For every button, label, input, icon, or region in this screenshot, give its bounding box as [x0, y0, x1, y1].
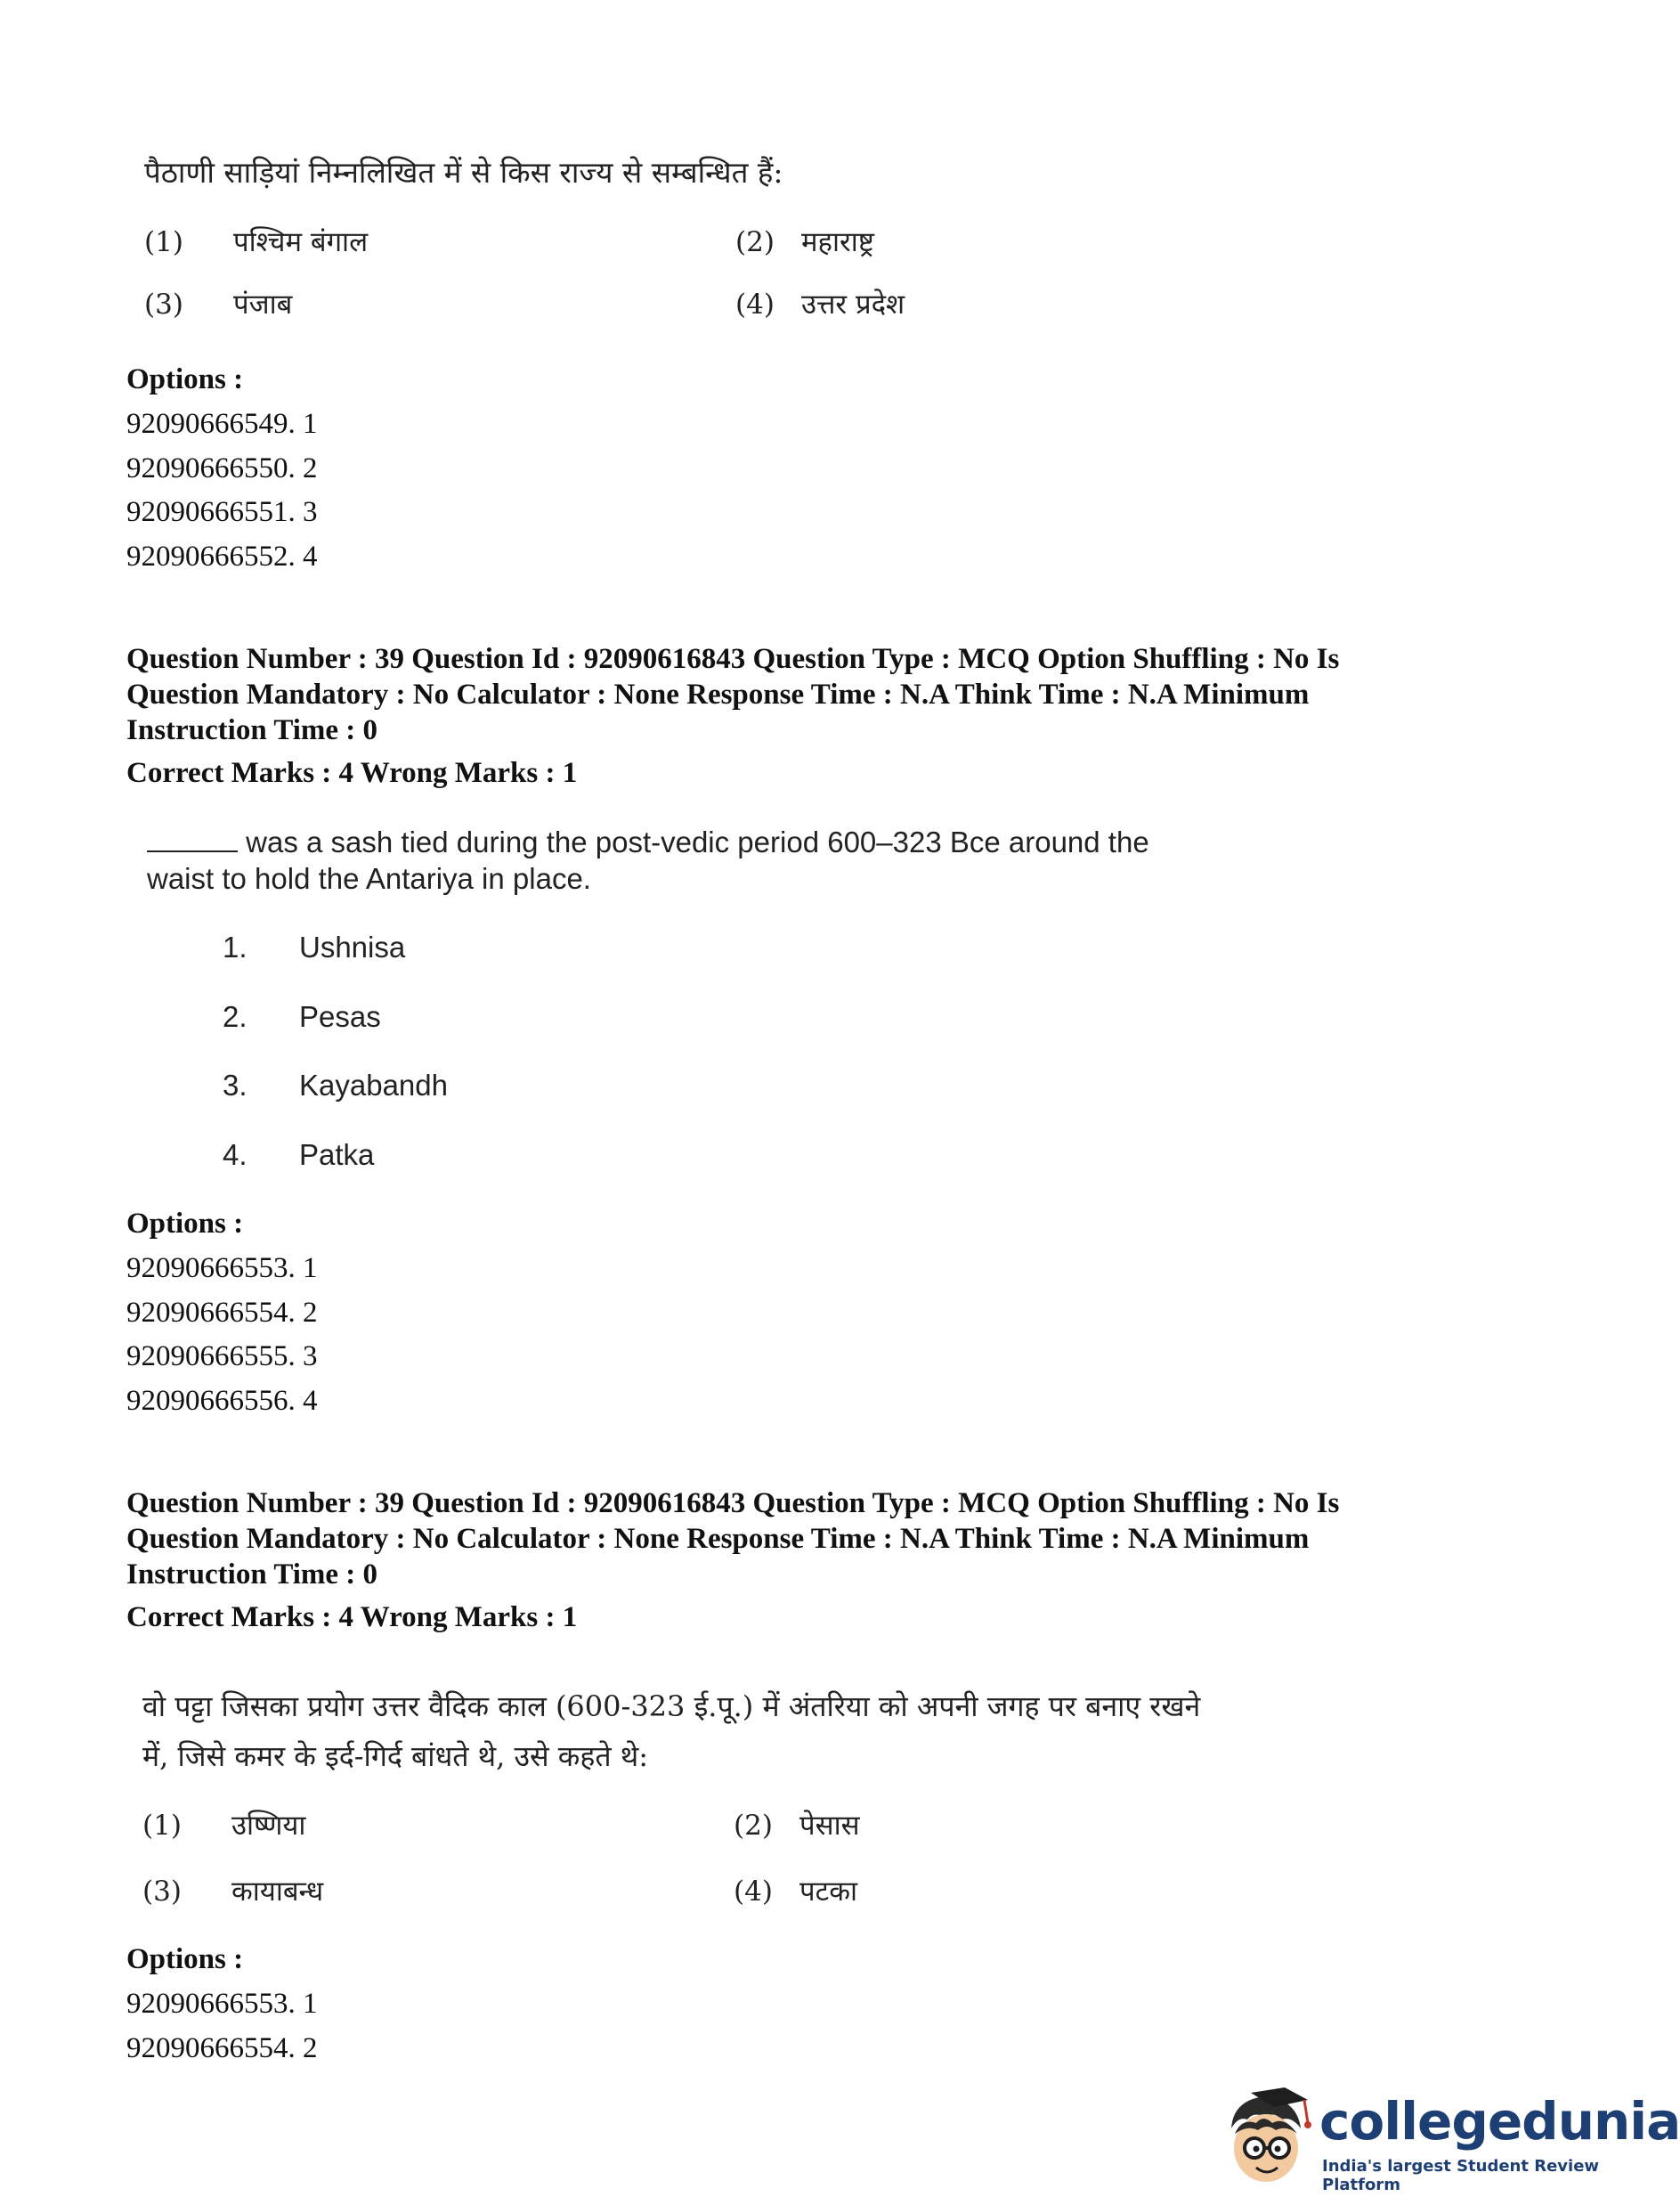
question-meta: Question Number : 39 Question Id : 92090616843 Question Type : MCQ Option Shuffling : No Is Question Mandatory : No Calculator : None Response Time : N.A Think Time : N.A Minimum Instruction Time : 0 — [126, 643, 1340, 746]
option-id: 92090666554. 2 — [126, 1296, 318, 1329]
option-id: 92090666549. 1 — [126, 408, 318, 440]
choice-1: (1) पश्चिम बंगाल — [144, 226, 369, 258]
mascot-icon — [1215, 2084, 1315, 2195]
option-id: 92090666553. 1 — [126, 1988, 318, 2020]
choice-1: (1) उष्णिया — [142, 1810, 306, 1842]
option-id: 92090666553. 1 — [126, 1252, 318, 1284]
choice-3: (3) कायाबन्ध — [142, 1875, 324, 1908]
option-id: 92090666554. 2 — [126, 2031, 318, 2064]
question-meta: Question Number : 39 Question Id : 92090616843 Question Type : MCQ Option Shuffling : No Is Question Mandatory : No Calculator : None Response Time : N.A Think Time : N.A Minimum Instruction Time : 0 — [126, 1487, 1340, 1591]
option-id: 92090666556. 4 — [126, 1384, 318, 1417]
option-id: 92090666555. 3 — [126, 1340, 318, 1372]
choice-4: 4. Patka — [223, 1137, 375, 1171]
logo-tagline: India's largest Student Review Platform — [1322, 2157, 1600, 2194]
choice-3: (3) पंजाब — [144, 289, 293, 321]
choices-q39-hindi — [142, 1806, 1033, 1934]
choice-3: 3. Kayabandh — [223, 1069, 448, 1102]
option-id: 92090666552. 4 — [126, 540, 318, 573]
option-id: 92090666551. 3 — [126, 496, 318, 528]
logo-wordmark: collegedunia — [1319, 2091, 1680, 2152]
options-list-q39b — [126, 1982, 318, 2071]
choice-4: (4) उत्तर प्रदेश — [735, 289, 905, 321]
choices-q39-english — [223, 931, 448, 1207]
hindi-question-39: वो पट्टा जिसका प्रयोग उत्तर वैदिक काल (600-323 ई.पू.) में अंतरिया को अपनी जगह पर बनाए रखने में, जिसे कमर के इर्द-गिर्द बांधते थे, उसे कहते थे: — [142, 1689, 1201, 1773]
options-heading: Options : — [126, 1208, 244, 1240]
options-heading: Options : — [126, 1943, 244, 1975]
collegedunia-logo — [1215, 2084, 1680, 2195]
blank-line — [147, 829, 238, 852]
options-heading: Options : — [126, 363, 244, 395]
option-id: 92090666550. 2 — [126, 452, 318, 484]
options-list-q39a — [126, 1247, 318, 1423]
english-question: was a sash tied during the post-vedic period 600–323 Bce around the waist to hold the Antariya in place. — [147, 826, 1149, 895]
choice-1: 1. Ushnisa — [223, 931, 406, 964]
hindi-question-38: पैठाणी साड़ियां निम्नलिखित में से किस राज्य से सम्बन्धित हैं: — [144, 155, 783, 190]
choices-q38 — [144, 223, 1035, 347]
marks-line: Correct Marks : 4 Wrong Marks : 1 — [126, 1601, 578, 1633]
options-list-q38 — [126, 403, 318, 579]
choice-2: (2) पेसास — [734, 1810, 860, 1842]
choice-2: 2. Pesas — [223, 999, 381, 1033]
marks-line: Correct Marks : 4 Wrong Marks : 1 — [126, 757, 578, 789]
choice-4: (4) पटका — [734, 1875, 858, 1908]
choice-2: (2) महाराष्ट्र — [735, 226, 874, 258]
